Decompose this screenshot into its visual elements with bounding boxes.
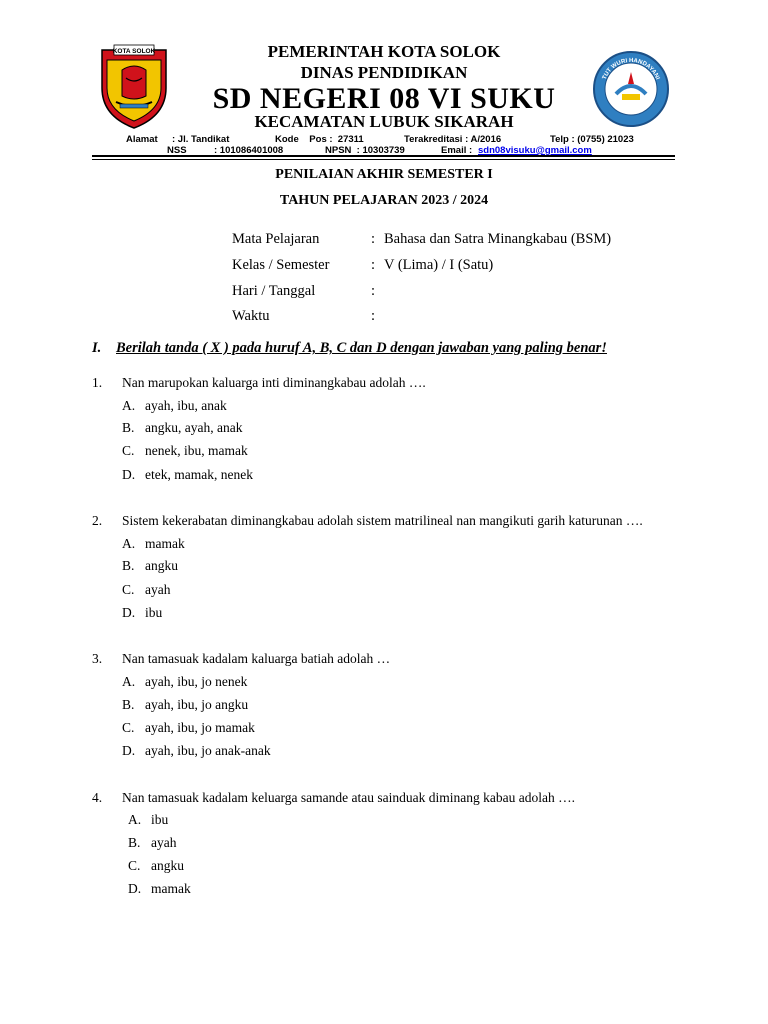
email-label: Email :: [441, 145, 473, 156]
section-number: I.: [92, 340, 102, 356]
option-letter[interactable]: C.: [122, 582, 135, 597]
option-text: angku: [145, 558, 178, 573]
info-colon: :: [371, 257, 376, 273]
header-divider-thick: [92, 155, 675, 157]
option-letter[interactable]: B.: [128, 835, 141, 850]
option-text: mamak: [145, 536, 185, 551]
question-text: Sistem kekerabatan diminangkabau adolah sistem matrilineal nan mangikuti garih katurunan ….: [122, 513, 643, 528]
info-value: V (Lima) / I (Satu): [384, 257, 494, 273]
nss-value: : 101086401008: [214, 145, 284, 156]
option-letter[interactable]: C.: [128, 858, 141, 873]
question-number: 3.: [92, 651, 103, 666]
department-name: DINAS PENDIDIKAN: [300, 63, 468, 82]
option-letter[interactable]: A.: [122, 536, 136, 551]
option-text: ayah, ibu, jo angku: [145, 697, 249, 712]
option-letter[interactable]: D.: [122, 743, 136, 758]
option-letter[interactable]: A.: [122, 398, 136, 413]
option-text: angku, ayah, anak: [145, 420, 243, 435]
option-letter[interactable]: D.: [122, 467, 136, 482]
question-text: Nan marupokan kaluarga inti diminangkabau adolah ….: [122, 375, 426, 390]
option-text: angku: [151, 858, 184, 873]
question-number: 1.: [92, 375, 103, 390]
option-text: ayah, ibu, anak: [145, 398, 227, 413]
info-colon: :: [371, 308, 376, 324]
option-text: ayah: [151, 835, 177, 850]
option-letter[interactable]: D.: [122, 605, 136, 620]
info-value: Bahasa dan Satra Minangkabau (BSM): [384, 231, 612, 247]
option-letter[interactable]: B.: [122, 420, 135, 435]
option-text: etek, mamak, nenek: [145, 467, 253, 482]
address-value: : Jl. Tandikat: [172, 134, 230, 145]
school-name: SD NEGERI 08 VI SUKU: [212, 82, 556, 115]
info-label: Hari / Tanggal: [232, 283, 316, 299]
option-text: ayah, ibu, jo nenek: [145, 674, 248, 689]
option-text: ibu: [151, 812, 169, 827]
option-text: mamak: [151, 881, 191, 896]
email-link[interactable]: sdn08visuku@gmail.com: [478, 145, 592, 156]
option-letter[interactable]: D.: [128, 881, 142, 896]
exam-title: PENILAIAN AKHIR SEMESTER I: [275, 167, 493, 182]
info-label: Waktu: [232, 308, 270, 324]
accreditation: Terakreditasi : A/2016: [404, 134, 502, 145]
option-letter[interactable]: A.: [128, 812, 142, 827]
question-text: Nan tamasuak kadalam kaluarga batiah adolah …: [122, 651, 391, 666]
left-logo-label: KOTA SOLOK: [112, 48, 156, 55]
option-text: nenek, ibu, mamak: [145, 443, 248, 458]
right-logo-label: TUT WURI HANDAYANI: [601, 57, 661, 81]
option-letter[interactable]: B.: [122, 558, 135, 573]
section-text: Berilah tanda ( X ) pada huruf A, B, C dan D dengan jawaban yang paling benar!: [116, 340, 607, 356]
info-colon: :: [371, 231, 376, 247]
option-text: ayah, ibu, jo mamak: [145, 720, 255, 735]
info-colon: :: [371, 283, 376, 299]
telephone: Telp : (0755) 21023: [550, 134, 634, 145]
address-label: Alamat: [126, 134, 158, 145]
option-text: ibu: [145, 605, 163, 620]
academic-year: TAHUN PELAJARAN 2023 / 2024: [279, 193, 489, 208]
option-letter[interactable]: B.: [122, 697, 135, 712]
option-text: ayah: [145, 582, 171, 597]
question-text: Nan tamasuak kadalam keluarga samande atau sainduak diminang kabau adolah ….: [122, 790, 575, 805]
header-divider-thin: [92, 159, 675, 160]
option-letter[interactable]: C.: [122, 443, 135, 458]
option-text: ayah, ibu, jo anak-anak: [145, 743, 271, 758]
question-number: 4.: [92, 790, 103, 805]
option-letter[interactable]: A.: [122, 674, 136, 689]
government-name: PEMERINTAH KOTA SOLOK: [267, 42, 501, 61]
nss-label: NSS: [167, 145, 187, 156]
section-instruction: [92, 340, 607, 357]
district-name: KECAMATAN LUBUK SIKARAH: [254, 112, 514, 131]
npsn: NPSN : 10303739: [325, 145, 405, 156]
question-number: 2.: [92, 513, 103, 528]
info-label: Mata Pelajaran: [232, 231, 320, 247]
postal-code: Kode Pos : 27311: [275, 134, 364, 145]
option-letter[interactable]: C.: [122, 720, 135, 735]
info-label: Kelas / Semester: [232, 257, 330, 273]
